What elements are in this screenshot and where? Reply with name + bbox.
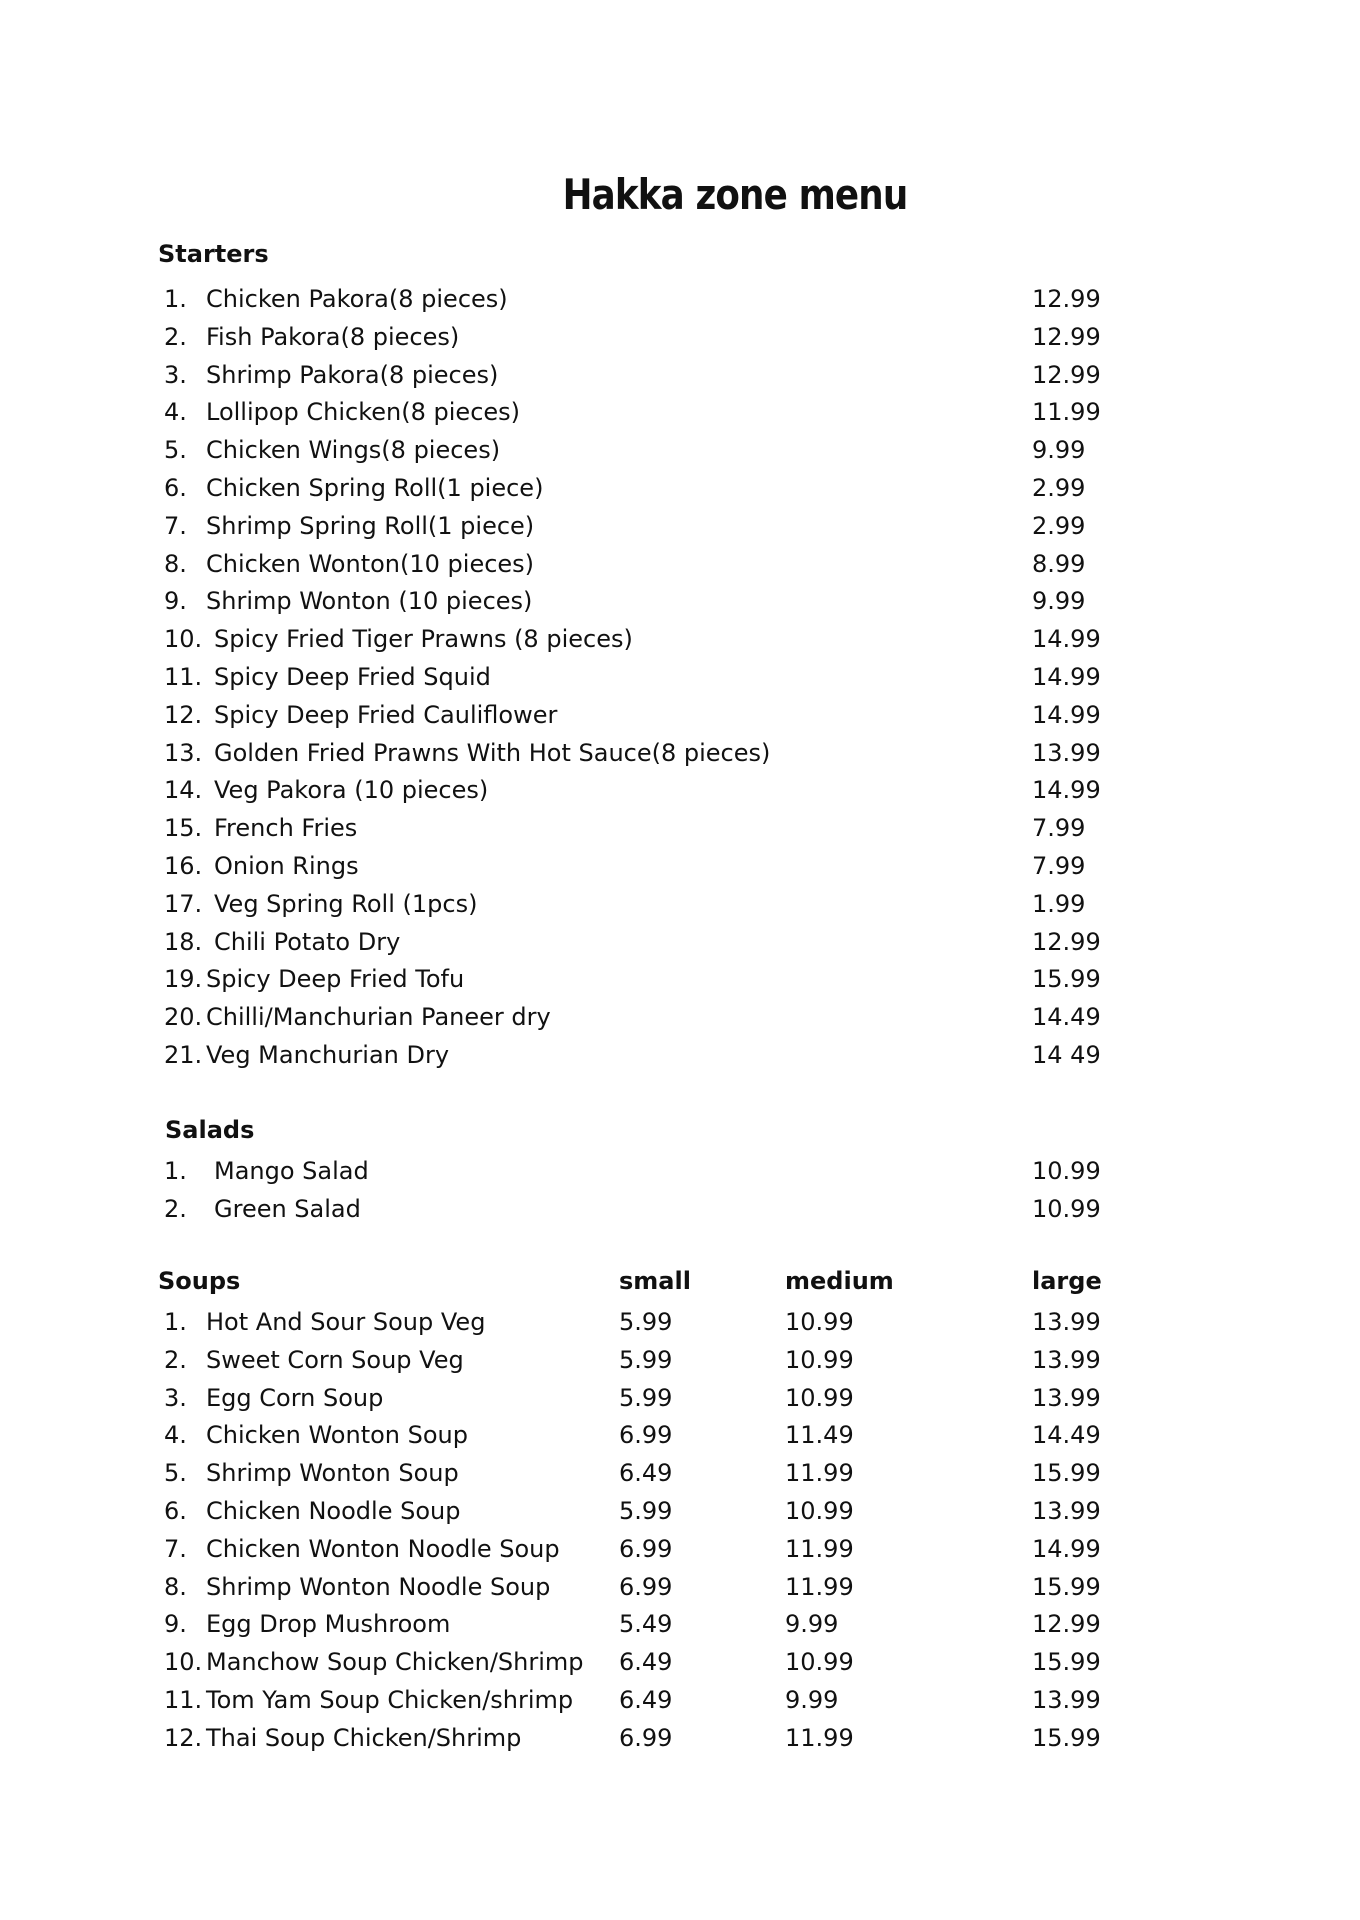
starter-price: 9.99 xyxy=(1032,436,1086,465)
soup-row xyxy=(0,1719,1360,1757)
soup-name: Tom Yam Soup Chicken/shrimp xyxy=(206,1686,574,1714)
soup-name: Chicken Wonton Noodle Soup xyxy=(206,1534,560,1563)
salad-row xyxy=(0,1152,1360,1190)
soup-row xyxy=(0,1681,1360,1719)
soup-number: 7. xyxy=(164,1534,187,1563)
starter-price: 14.99 xyxy=(1032,625,1101,654)
soup-number: 1. xyxy=(164,1308,187,1336)
starter-row xyxy=(0,998,1360,1036)
starter-number: 8. xyxy=(164,549,187,578)
starter-number: 18. xyxy=(164,927,203,956)
starter-name: Chicken Spring Roll(1 piece) xyxy=(206,474,544,502)
starter-number: 4. xyxy=(164,398,187,427)
soup-name: Egg Drop Mushroom xyxy=(206,1610,451,1639)
soup-price-small: 5.99 xyxy=(619,1383,673,1412)
starter-number: 16. xyxy=(164,852,203,880)
starter-name: Fish Pakora(8 pieces) xyxy=(206,322,460,351)
starter-name: Veg Pakora (10 pieces) xyxy=(214,776,489,805)
starter-name: Chicken Wonton(10 pieces) xyxy=(206,549,535,578)
soup-price-large: 14.49 xyxy=(1032,1421,1101,1450)
starter-name: Chili Potato Dry xyxy=(214,927,401,956)
starter-price: 9.99 xyxy=(1032,587,1086,616)
salad-name: Green Salad xyxy=(214,1194,361,1223)
starter-price: 7.99 xyxy=(1032,814,1086,843)
soup-price-small: 6.99 xyxy=(619,1534,673,1563)
soup-price-small: 6.49 xyxy=(619,1459,673,1488)
starter-number: 12. xyxy=(164,700,203,729)
starter-price: 14.99 xyxy=(1032,663,1101,691)
soup-number: 9. xyxy=(164,1610,187,1639)
starter-row xyxy=(0,960,1360,998)
starter-price: 7.99 xyxy=(1032,852,1086,880)
starter-number: 17. xyxy=(164,889,203,918)
soup-number: 5. xyxy=(164,1459,187,1488)
soups-heading: Soups xyxy=(158,1267,241,1295)
starter-name: Onion Rings xyxy=(214,852,359,880)
soup-name: Egg Corn Soup xyxy=(206,1383,384,1412)
starter-row xyxy=(0,620,1360,658)
soup-price-large: 15.99 xyxy=(1032,1648,1101,1677)
starter-row xyxy=(0,658,1360,696)
soup-number: 6. xyxy=(164,1497,187,1525)
soup-price-large: 15.99 xyxy=(1032,1572,1101,1601)
starter-price: 1.99 xyxy=(1032,889,1086,918)
salads-heading: Salads xyxy=(165,1116,255,1144)
soup-price-medium: 11.49 xyxy=(785,1421,854,1450)
starter-name: Lollipop Chicken(8 pieces) xyxy=(206,398,521,427)
starter-name: Golden Fried Prawns With Hot Sauce(8 pieces) xyxy=(214,738,771,767)
starter-name: Veg Spring Roll (1pcs) xyxy=(214,889,478,918)
starter-number: 20. xyxy=(164,1003,203,1032)
soup-price-large: 15.99 xyxy=(1032,1459,1101,1488)
starter-row xyxy=(0,431,1360,469)
soup-row xyxy=(0,1379,1360,1417)
starter-price: 14.99 xyxy=(1032,776,1101,805)
salad-row xyxy=(0,1190,1360,1228)
soup-price-medium: 10.99 xyxy=(785,1648,854,1677)
soup-number: 12. xyxy=(164,1723,203,1752)
starter-price: 15.99 xyxy=(1032,965,1101,994)
menu-title: Hakka zone menu xyxy=(562,170,908,219)
starter-name: Spicy Fried Tiger Prawns (8 pieces) xyxy=(214,625,633,654)
starter-name: Veg Manchurian Dry xyxy=(206,1041,450,1069)
soup-price-small: 5.99 xyxy=(619,1345,673,1374)
soup-price-small: 5.99 xyxy=(619,1497,673,1525)
starter-name: Spicy Deep Fried Tofu xyxy=(206,965,465,994)
starter-price: 8.99 xyxy=(1032,549,1086,578)
soup-name: Shrimp Wonton Noodle Soup xyxy=(206,1572,551,1601)
starter-row xyxy=(0,734,1360,772)
soup-number: 10. xyxy=(164,1648,203,1677)
soup-price-small: 6.49 xyxy=(619,1648,673,1677)
starter-price: 2.99 xyxy=(1032,474,1086,502)
starter-name: French Fries xyxy=(214,814,358,843)
soup-name: Chicken Wonton Soup xyxy=(206,1421,468,1450)
soups-col-medium: medium xyxy=(785,1267,894,1295)
soup-row xyxy=(0,1303,1360,1341)
soup-name: Sweet Corn Soup Veg xyxy=(206,1345,464,1374)
starter-price: 12.99 xyxy=(1032,285,1101,313)
soup-price-medium: 11.99 xyxy=(785,1534,854,1563)
soup-price-medium: 10.99 xyxy=(785,1345,854,1374)
soup-number: 4. xyxy=(164,1421,187,1450)
soup-name: Hot And Sour Soup Veg xyxy=(206,1308,486,1336)
starter-price: 14 49 xyxy=(1032,1041,1101,1069)
salad-name: Mango Salad xyxy=(214,1157,369,1185)
starter-row xyxy=(0,318,1360,356)
starter-price: 14.49 xyxy=(1032,1003,1101,1032)
soup-row xyxy=(0,1530,1360,1568)
soup-row xyxy=(0,1416,1360,1454)
starter-price: 14.99 xyxy=(1032,700,1101,729)
starter-number: 1. xyxy=(164,285,187,313)
soup-name: Thai Soup Chicken/Shrimp xyxy=(206,1723,522,1752)
starter-price: 12.99 xyxy=(1032,322,1101,351)
salad-number: 2. xyxy=(164,1194,187,1223)
soup-name: Manchow Soup Chicken/Shrimp xyxy=(206,1648,584,1677)
soup-price-small: 6.49 xyxy=(619,1686,673,1714)
soup-price-medium: 11.99 xyxy=(785,1723,854,1752)
salad-price: 10.99 xyxy=(1032,1194,1101,1223)
starter-row xyxy=(0,696,1360,734)
soup-price-large: 13.99 xyxy=(1032,1686,1101,1714)
starter-number: 11. xyxy=(164,663,203,691)
soup-number: 8. xyxy=(164,1572,187,1601)
soup-number: 11. xyxy=(164,1686,203,1714)
soup-price-large: 12.99 xyxy=(1032,1610,1101,1639)
soup-number: 3. xyxy=(164,1383,187,1412)
soup-price-medium: 10.99 xyxy=(785,1383,854,1412)
soup-name: Shrimp Wonton Soup xyxy=(206,1459,459,1488)
starter-row xyxy=(0,923,1360,961)
soup-price-small: 5.99 xyxy=(619,1308,673,1336)
starter-row xyxy=(0,885,1360,923)
starter-row xyxy=(0,1036,1360,1074)
soup-row xyxy=(0,1643,1360,1681)
starter-row xyxy=(0,469,1360,507)
starters-heading: Starters xyxy=(158,240,269,268)
starter-row xyxy=(0,545,1360,583)
soup-price-large: 13.99 xyxy=(1032,1308,1101,1336)
starter-number: 10. xyxy=(164,625,203,654)
starter-number: 5. xyxy=(164,436,187,465)
soup-price-medium: 10.99 xyxy=(785,1308,854,1336)
starter-number: 14. xyxy=(164,776,203,805)
salad-number: 1. xyxy=(164,1157,187,1185)
starter-name: Spicy Deep Fried Cauliflower xyxy=(214,700,558,729)
starter-name: Chicken Wings(8 pieces) xyxy=(206,436,501,465)
soup-price-medium: 11.99 xyxy=(785,1572,854,1601)
soup-row xyxy=(0,1568,1360,1606)
soup-price-small: 6.99 xyxy=(619,1723,673,1752)
soup-price-medium: 11.99 xyxy=(785,1459,854,1488)
starter-price: 11.99 xyxy=(1032,398,1101,427)
starter-number: 9. xyxy=(164,587,187,616)
starter-number: 13. xyxy=(164,738,203,767)
starter-number: 6. xyxy=(164,474,187,502)
soups-col-small: small xyxy=(619,1267,691,1295)
soup-row xyxy=(0,1605,1360,1643)
starter-name: Chilli/Manchurian Paneer dry xyxy=(206,1003,551,1032)
soup-price-small: 6.99 xyxy=(619,1572,673,1601)
soup-name: Chicken Noodle Soup xyxy=(206,1497,461,1525)
starter-row xyxy=(0,280,1360,318)
starter-name: Shrimp Wonton (10 pieces) xyxy=(206,587,533,616)
starter-row xyxy=(0,393,1360,431)
starter-number: 21. xyxy=(164,1041,203,1069)
soups-col-large: large xyxy=(1032,1267,1102,1295)
salad-price: 10.99 xyxy=(1032,1157,1101,1185)
soup-price-large: 13.99 xyxy=(1032,1497,1101,1525)
starter-number: 3. xyxy=(164,360,187,389)
soup-price-medium: 9.99 xyxy=(785,1610,839,1639)
starter-row xyxy=(0,507,1360,545)
starter-row xyxy=(0,771,1360,809)
starter-number: 19. xyxy=(164,965,203,994)
starter-name: Spicy Deep Fried Squid xyxy=(214,663,491,691)
soup-number: 2. xyxy=(164,1345,187,1374)
soup-price-large: 15.99 xyxy=(1032,1723,1101,1752)
soup-row xyxy=(0,1492,1360,1530)
starter-number: 15. xyxy=(164,814,203,843)
starter-row xyxy=(0,356,1360,394)
starter-number: 2. xyxy=(164,322,187,351)
starter-price: 12.99 xyxy=(1032,927,1101,956)
soup-price-medium: 9.99 xyxy=(785,1686,839,1714)
starter-row xyxy=(0,582,1360,620)
soup-price-small: 5.49 xyxy=(619,1610,673,1639)
soup-price-large: 14.99 xyxy=(1032,1534,1101,1563)
starter-name: Chicken Pakora(8 pieces) xyxy=(206,285,508,313)
starter-row xyxy=(0,847,1360,885)
starter-price: 12.99 xyxy=(1032,360,1101,389)
starter-price: 2.99 xyxy=(1032,511,1086,540)
starter-name: Shrimp Pakora(8 pieces) xyxy=(206,360,499,389)
soup-price-medium: 10.99 xyxy=(785,1497,854,1525)
starter-row xyxy=(0,809,1360,847)
starter-price: 13.99 xyxy=(1032,738,1101,767)
soup-price-small: 6.99 xyxy=(619,1421,673,1450)
soup-row xyxy=(0,1341,1360,1379)
soup-row xyxy=(0,1454,1360,1492)
soup-price-large: 13.99 xyxy=(1032,1383,1101,1412)
soup-price-large: 13.99 xyxy=(1032,1345,1101,1374)
starter-name: Shrimp Spring Roll(1 piece) xyxy=(206,511,535,540)
starter-number: 7. xyxy=(164,511,187,540)
